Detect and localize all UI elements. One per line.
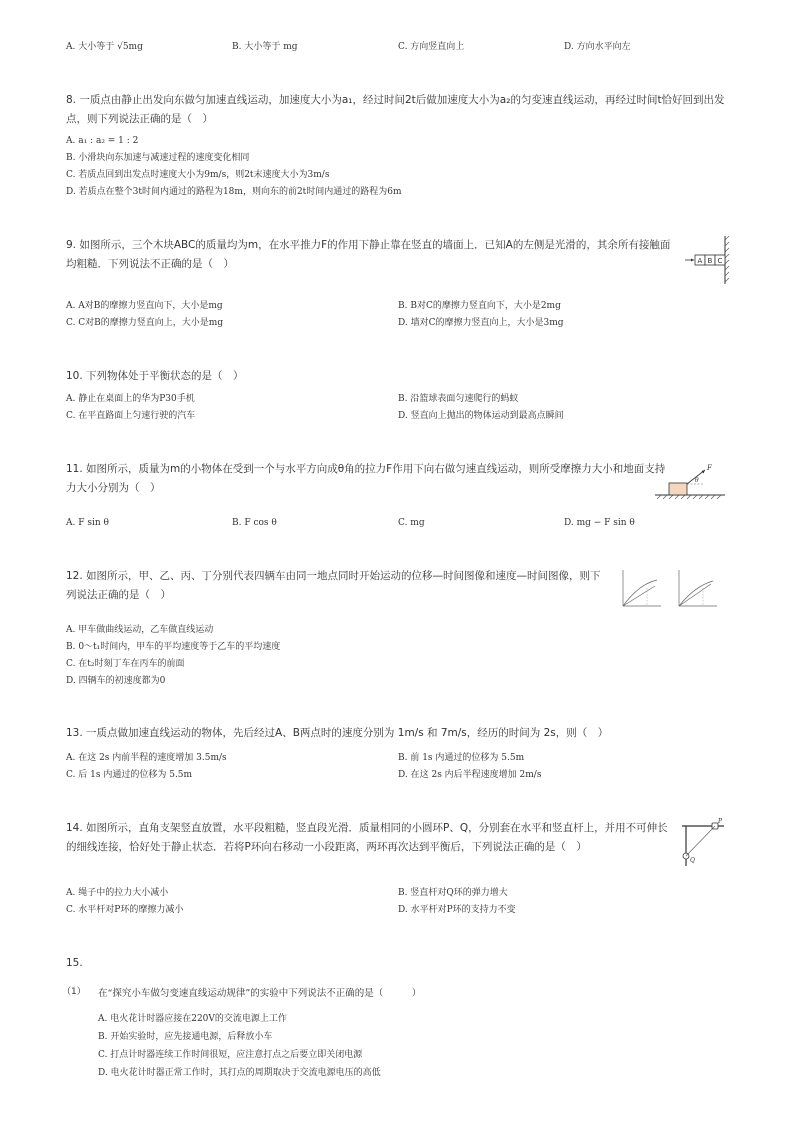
q12-option-c: C. 在t₂时刻丁车在丙车的前面 (66, 659, 185, 669)
q12-stem: 12. 如图所示，甲、乙、丙、丁分别代表四辆车由同一地点同时开始运动的位移—时间图像和速度—时间图像，则下列说法正确的是（ ） (66, 570, 601, 601)
q7-option-b: B. 大小等于 mg (232, 42, 298, 52)
q8-option-c: C. 若质点回到出发点时速度大小为9m/s，则2t末速度大小为3m/s (66, 170, 330, 180)
q14-figure (680, 818, 730, 868)
q8-option-b: B. 小滑块向东加速与减速过程的速度变化相同 (66, 153, 250, 163)
q14-fig-label-q: Q (690, 857, 695, 864)
q15-option-b: B. 开始实验时，应先接通电源，后释放小车 (98, 1032, 273, 1042)
q9-stem: 9. 如图所示，三个木块ABC的质量均为m，在水平推力F的作用下静止靠在竖直的墙面上．已知A的左侧是光滑的，其余所有接触面均粗糙．下列说法不正确的是（ ） (66, 239, 671, 270)
q13-stem: 13. 一质点做加速直线运动的物体，先后经过A、B两点时的速度分别为 1m/s 和 7m/s，经历的时间为 2s，则（ ） (66, 727, 609, 739)
q7-option-d: D. 方向水平向左 (564, 42, 631, 52)
q15-number: 15. (66, 957, 83, 969)
q11-fig-label-f: F (707, 464, 712, 472)
q10-option-c: C. 在平直路面上匀速行驶的汽车 (66, 411, 196, 421)
q15-option-a: A. 电火花计时器应接在220V的交流电源上工作 (98, 1014, 287, 1024)
q12-option-d: D. 四辆车的初速度都为0 (66, 676, 166, 686)
q7-option-c: C. 方向竖直向上 (398, 42, 465, 52)
q14-option-d: D. 水平杆对P环的支持力不变 (398, 905, 516, 915)
q15-option-c: C. 打点计时器连续工作时间很短，应注意打点之后要立即关闭电源 (98, 1050, 363, 1060)
q14-option-c: C. 水平杆对P环的摩擦力减小 (66, 905, 184, 915)
q9-fig-label-b: B (707, 257, 713, 265)
q13-option-b: B. 前 1s 内通过的位移为 5.5m (398, 753, 525, 763)
q12-option-a: A. 甲车做曲线运动，乙车做直线运动 (66, 625, 214, 635)
q9-option-a: A. A对B的摩擦力竖直向下，大小是mg (66, 301, 223, 311)
q10-option-b: B. 沿篮球表面匀速爬行的蚂蚁 (398, 394, 519, 404)
q11-option-d: D. mg − F sin θ (564, 518, 635, 528)
q12-option-b: B. 0～t₁时间内，甲车的平均速度等于乙车的平均速度 (66, 642, 281, 652)
q14-option-a: A. 绳子中的拉力大小减小 (66, 888, 169, 898)
q9-fig-label-a: A (697, 257, 703, 265)
q13-option-d: D. 在这 2s 内后半程速度增加 2m/s (398, 770, 542, 780)
q15-sub-stem: 在“探究小车做匀变速直线运动规律”的实验中下列说法不正确的是（ ） (98, 988, 422, 999)
q8-stem: 8. 一质点由静止出发向东做匀加速直线运动，加速度大小为a₁，经过时间2t后做加速度大小为a₂的匀变速直线运动，再经过时间t恰好回到出发点，则下列说法正确的是（ ） (66, 94, 725, 125)
q9-figure (682, 236, 730, 286)
q10-option-d: D. 竖直向上抛出的物体运动到最高点瞬间 (398, 411, 564, 421)
q11-fig-label-theta: θ (695, 477, 699, 484)
q9-option-b: B. B对C的摩擦力竖直向下，大小是2mg (398, 301, 561, 311)
q14-fig-label-p: P (718, 818, 723, 825)
q15-option-d: D. 电火花计时器正常工作时，其打点的周期取决于交流电源电压的高低 (98, 1068, 381, 1078)
q13-option-a: A. 在这 2s 内前半程的速度增加 3.5m/s (66, 753, 227, 763)
q15-sub-index: （1） (62, 987, 86, 997)
q11-figure (653, 460, 729, 500)
q13-option-c: C. 后 1s 内通过的位移为 5.5m (66, 770, 193, 780)
q11-option-b: B. F cos θ (232, 518, 277, 528)
q10-option-a: A. 静止在桌面上的华为P30手机 (66, 394, 195, 404)
q8-option-d: D. 若质点在整个3t时间内通过的路程为18m，则向东的前2t时间内通过的路程为6m (66, 187, 402, 197)
q9-fig-label-c: C (717, 257, 723, 265)
q11-option-a: A. F sin θ (66, 518, 109, 528)
q12-figure (617, 566, 727, 610)
q7-option-a: A. 大小等于 √5mg (66, 42, 143, 52)
q9-option-d: D. 墙对C的摩擦力竖直向上，大小是3mg (398, 318, 564, 328)
q11-stem: 11. 如图所示，质量为m的小物体在受到一个与水平方向成θ角的拉力F作用下向右做匀速直线运动，则所受摩擦力大小和地面支持力大小分别为（ ） (66, 463, 666, 494)
q14-option-b: B. 竖直杆对Q环的弹力增大 (398, 888, 508, 898)
q14-stem: 14. 如图所示，直角支架竖直放置，水平段粗糙，竖直段光滑．质量相同的小圆环P、Q，分别套在水平和竖直杆上，并用不可伸长的细线连接，恰好处于静止状态．若将P环向右移动一小段距离，两环再次达到平衡后，下列说法正确的是（ ） (66, 822, 668, 853)
q8-option-a: A. a₁ : a₂ = 1 : 2 (66, 136, 139, 146)
q9-option-c: C. C对B的摩擦力竖直向上，大小是mg (66, 318, 224, 328)
q11-option-c: C. mg (398, 518, 425, 528)
q10-stem: 10. 下列物体处于平衡状态的是（ ） (66, 370, 244, 382)
